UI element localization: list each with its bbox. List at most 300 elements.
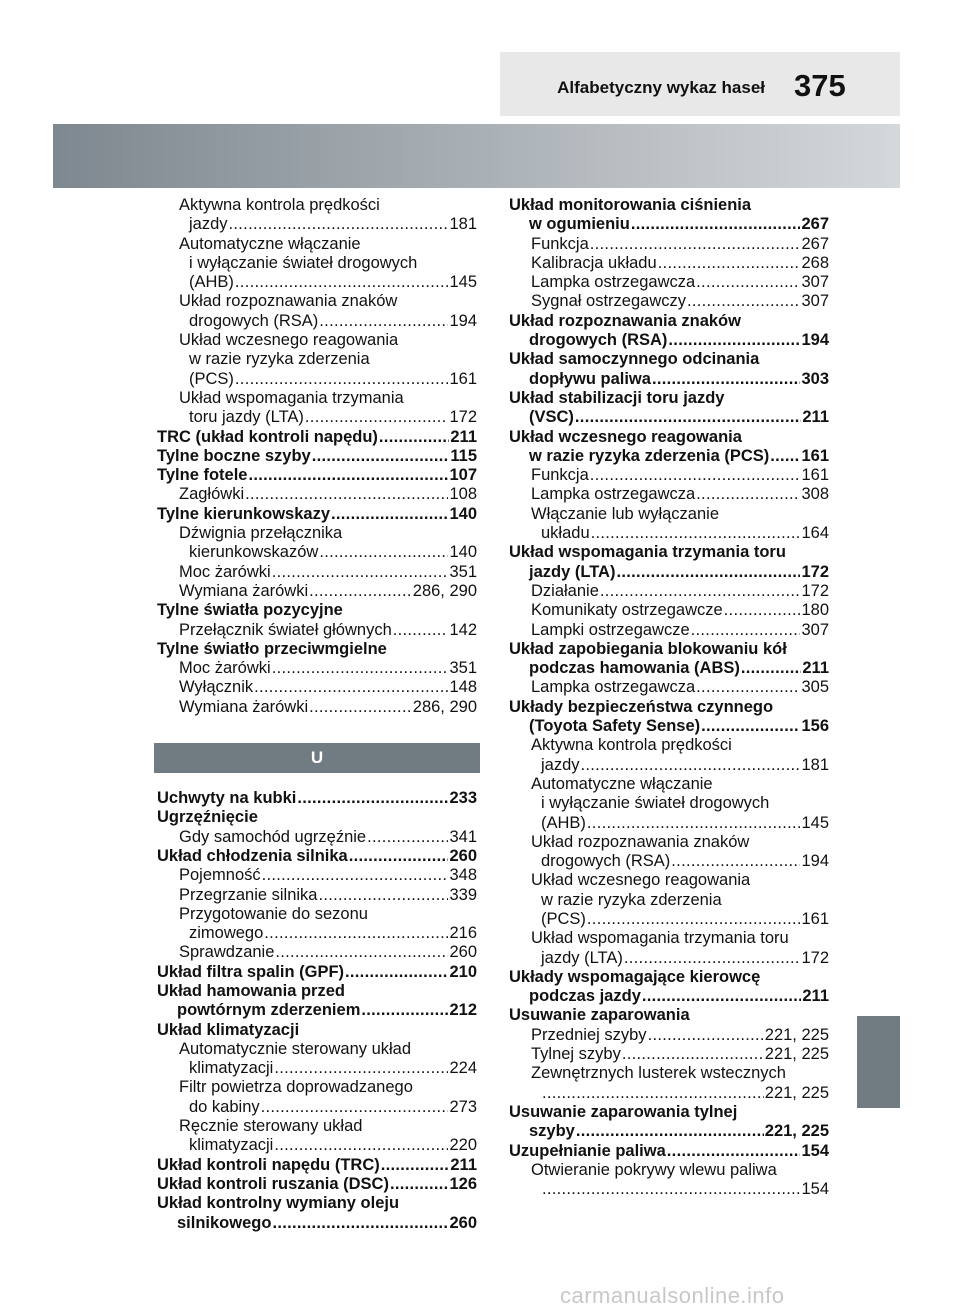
- index-subentry: [157, 370, 477, 389]
- entry-text: Gdy samochód ugrzęźnie: [179, 827, 367, 846]
- index-entry: [509, 1142, 829, 1161]
- index-subentry: Dźwignia przełącznika: [179, 524, 343, 543]
- page-reference: 351: [449, 562, 477, 581]
- page-reference: 172: [449, 408, 477, 427]
- index-subentry: [157, 678, 477, 697]
- index-entry: [157, 1214, 477, 1233]
- page-reference: 211: [802, 659, 829, 678]
- index-entry: Układ monitorowania ciśnienia: [509, 196, 752, 214]
- index-entry: [509, 331, 829, 350]
- dot-leader: [648, 1026, 764, 1045]
- index-column-right: [509, 196, 829, 1199]
- entry-text: Uchwyty na kubki: [157, 789, 297, 808]
- page-reference: 267: [801, 234, 829, 253]
- entry-text: Układ kontroli napędu (TRC): [157, 1155, 380, 1174]
- entry-text: Wymiana żarówki: [179, 697, 309, 716]
- page-reference: 273: [449, 1097, 477, 1116]
- entry-text: Przełącznik świateł głównych: [179, 620, 392, 639]
- entry-text: Tylne fotele: [157, 466, 248, 485]
- page-reference: 286, 290: [412, 581, 477, 600]
- index-entry: [509, 987, 829, 1006]
- index-entry: [157, 447, 477, 466]
- index-entry: Układ samoczynnego odcinania: [509, 350, 760, 369]
- dot-leader: [379, 428, 449, 447]
- index-list-u: [157, 789, 477, 1233]
- page-reference: 156: [801, 717, 829, 736]
- dot-leader: [248, 466, 448, 485]
- section-letter-bar: U: [154, 743, 480, 773]
- page-reference: 108: [449, 485, 477, 504]
- page-reference: 221, 225: [764, 1083, 829, 1102]
- entry-text: Przegrzanie silnika: [179, 885, 318, 904]
- index-entry: Tylne światła pozycyjne: [157, 601, 343, 620]
- entry-text: podczas hamowania (ABS): [529, 659, 740, 678]
- page-reference: 307: [801, 292, 829, 311]
- entry-text: Moc żarówki: [179, 659, 271, 678]
- index-entry: Układy bezpieczeństwa czynnego: [509, 697, 774, 716]
- dot-leader: [272, 563, 449, 582]
- dot-leader: [381, 1156, 450, 1175]
- index-subentry: Układ wczesnego reagowania: [179, 331, 399, 350]
- dot-leader: [331, 505, 448, 524]
- entry-text: powtórnym zderzeniem: [177, 1001, 361, 1020]
- page-reference: 140: [449, 504, 477, 523]
- index-subentry: Otwieranie pokrywy wlewu paliwa: [531, 1160, 777, 1179]
- page-reference: 180: [801, 601, 829, 620]
- index-entry: Układ zapobiegania blokowaniu kół: [509, 639, 787, 658]
- dot-leader: [696, 485, 800, 504]
- entry-text: Układ filtra spalin (GPF): [157, 962, 345, 981]
- dot-leader: [345, 963, 448, 982]
- dot-leader: [235, 370, 449, 389]
- entry-text: Komunikaty ostrzegawcze: [531, 601, 723, 620]
- index-subentry: [509, 485, 829, 504]
- index-subentry: [509, 910, 829, 929]
- index-subentry: Filtr powietrza doprowadzanego: [179, 1078, 413, 1097]
- index-subentry: Układ rozpoznawania znaków: [179, 292, 398, 311]
- entry-text: Sygnał ostrzegawczy: [531, 292, 686, 311]
- index-subentry: [157, 621, 477, 640]
- dot-leader: [624, 949, 801, 968]
- index-subentry: [509, 601, 829, 620]
- index-entry: Układ klimatyzacji: [157, 1020, 300, 1039]
- index-entry: [157, 1175, 477, 1194]
- index-subentry: Automatyczne włączanie: [179, 234, 361, 253]
- page-reference: 268: [801, 253, 829, 272]
- page-reference: 161: [801, 446, 829, 465]
- index-entry: Układy wspomagające kierowcę: [509, 967, 761, 986]
- page-reference: 194: [801, 331, 829, 350]
- dot-leader: [319, 543, 448, 562]
- entry-text: jazdy: [541, 755, 580, 774]
- page-reference: 216: [449, 924, 477, 943]
- page-reference: 221, 225: [764, 1045, 829, 1064]
- index-subentry: Układ rozpoznawania znaków: [531, 832, 750, 851]
- entry-text: jazdy (LTA): [541, 948, 623, 967]
- entry-text: (PCS): [541, 909, 586, 928]
- page-reference: 348: [449, 866, 477, 885]
- index-entry: [509, 717, 829, 736]
- index-subentry: [157, 312, 477, 331]
- page-reference: 210: [449, 962, 477, 981]
- entry-text: Wyłącznik: [179, 678, 254, 697]
- entry-text: Działanie: [531, 581, 599, 600]
- page-title: Alfabetyczny wykaz haseł: [557, 78, 765, 97]
- index-subentry: [157, 273, 477, 292]
- entry-text: Lampka ostrzegawcza: [531, 273, 696, 292]
- page-reference: 341: [449, 827, 477, 846]
- dot-leader: [652, 370, 801, 389]
- entry-text: Przedniej szyby: [531, 1025, 647, 1044]
- dot-leader: [724, 601, 801, 620]
- entry-text: dopływu paliwa: [529, 369, 651, 388]
- index-subentry: [509, 949, 829, 968]
- page-reference: 172: [801, 562, 829, 581]
- page-reference: 305: [801, 678, 829, 697]
- index-subentry: w razie ryzyka zderzenia: [189, 350, 370, 369]
- entry-text: klimatyzacji: [189, 1136, 274, 1155]
- dot-leader: [668, 331, 800, 350]
- index-subentry: [509, 621, 829, 640]
- dot-leader: [272, 659, 449, 678]
- entry-text: drogowych (RSA): [529, 331, 668, 350]
- index-subentry: [157, 886, 477, 905]
- index-subentry: [509, 814, 829, 833]
- page-reference: 267: [801, 215, 829, 234]
- index-subentry: [157, 485, 477, 504]
- entry-text: Funkcja: [531, 466, 589, 485]
- dot-leader: [264, 924, 448, 943]
- index-entry: [157, 466, 477, 485]
- index-subentry: [157, 563, 477, 582]
- dot-leader: [667, 1142, 801, 1161]
- entry-text: (AHB): [541, 813, 586, 832]
- index-subentry: [509, 524, 829, 543]
- index-entry: [509, 447, 829, 466]
- entry-text: TRC (układ kontroli napędu): [157, 427, 378, 446]
- index-entry: Usuwanie zaparowania tylnej: [509, 1102, 738, 1121]
- index-subentry: Aktywna kontrola prędkości: [179, 196, 380, 214]
- index-subentry: Automatycznie sterowany układ: [179, 1039, 412, 1058]
- index-entry: [157, 1001, 477, 1020]
- dot-leader: [658, 254, 801, 273]
- index-subentry: [157, 543, 477, 562]
- page-number: 375: [794, 68, 846, 103]
- entry-text: Tylne boczne szyby: [157, 446, 311, 465]
- entry-text: Kalibracja układu: [531, 253, 657, 272]
- dot-leader: [581, 756, 801, 775]
- index-subentry: Aktywna kontrola prędkości: [531, 736, 732, 755]
- index-subentry: Automatyczne włączanie: [531, 774, 713, 793]
- page-reference: 211: [450, 427, 477, 446]
- index-subentry: [509, 235, 829, 254]
- entry-text: do kabiny: [189, 1097, 260, 1116]
- index-subentry: [509, 1084, 829, 1103]
- index-entry: Układ kontrolny wymiany oleju: [157, 1194, 400, 1213]
- entry-text: w ogumieniu: [529, 215, 630, 234]
- page-reference: 161: [449, 369, 477, 388]
- index-column-left: [157, 196, 477, 1233]
- page-reference: 211: [802, 987, 829, 1006]
- index-subentry: [157, 828, 477, 847]
- dot-leader: [349, 847, 449, 866]
- page-reference: 351: [449, 659, 477, 678]
- dot-leader: [275, 943, 448, 962]
- page-reference: 161: [801, 466, 829, 485]
- index-subentry: [157, 943, 477, 962]
- page-reference: 181: [449, 215, 477, 234]
- index-subentry: [509, 254, 829, 273]
- dot-leader: [687, 292, 800, 311]
- index-subentry: Ręcznie sterowany układ: [179, 1117, 363, 1136]
- index-entry: Układ wczesnego reagowania: [509, 427, 742, 446]
- index-subentry: [157, 659, 477, 678]
- index-subentry: Włączanie lub wyłączanie: [531, 504, 720, 523]
- index-subentry: [509, 582, 829, 601]
- dot-leader: [587, 910, 801, 929]
- page-reference: 145: [449, 273, 477, 292]
- page-reference: 115: [450, 446, 477, 465]
- dot-leader: [229, 215, 449, 234]
- dot-leader: [575, 408, 801, 427]
- index-subentry: [509, 292, 829, 311]
- entry-text: toru jazdy (LTA): [189, 408, 304, 427]
- index-subentry: [509, 466, 829, 485]
- dot-leader: [305, 408, 449, 427]
- dot-leader: [235, 273, 449, 292]
- dot-leader: [591, 524, 801, 543]
- dot-leader: [254, 678, 448, 697]
- entry-text: w razie ryzyka zderzenia (PCS): [529, 446, 770, 465]
- entry-text: Układ chłodzenia silnika: [157, 846, 348, 865]
- decorative-band: [53, 124, 900, 188]
- entry-text: drogowych (RSA): [541, 852, 671, 871]
- index-entry: Układ hamowania przed: [157, 981, 345, 1000]
- page-reference: 107: [449, 466, 477, 485]
- page-reference: 307: [801, 620, 829, 639]
- page-reference: 260: [449, 1213, 477, 1232]
- index-entry: [157, 847, 477, 866]
- entry-text: silnikowego: [177, 1213, 272, 1232]
- entry-text: szyby: [529, 1122, 575, 1141]
- index-entry: Usuwanie zaparowania: [509, 1006, 690, 1025]
- page-reference: 154: [801, 1141, 829, 1160]
- index-entry: Układ stabilizacji toru jazdy: [509, 388, 725, 407]
- dot-leader: [272, 1214, 448, 1233]
- dot-leader: [542, 1084, 764, 1103]
- index-entry: Tylne światło przeciwmgielne: [157, 639, 387, 658]
- dot-leader: [671, 852, 800, 871]
- entry-text: Uzupełnianie paliwa: [509, 1141, 666, 1160]
- dot-leader: [274, 1059, 448, 1078]
- index-subentry: [509, 756, 829, 775]
- index-subentry: [157, 215, 477, 234]
- entry-text: (AHB): [189, 273, 234, 292]
- page-reference: 303: [801, 369, 829, 388]
- entry-text: Lampki ostrzegawcze: [531, 620, 690, 639]
- page-reference: 194: [449, 311, 477, 330]
- dot-leader: [696, 678, 800, 697]
- entry-text: Zagłówki: [179, 485, 245, 504]
- index-subentry: [157, 924, 477, 943]
- dot-leader: [616, 563, 800, 582]
- page-reference: 172: [801, 581, 829, 600]
- index-subentry: Układ wczesnego reagowania: [531, 871, 751, 890]
- page-reference: 233: [449, 789, 477, 808]
- page-reference: 339: [449, 885, 477, 904]
- page-reference: 260: [449, 943, 477, 962]
- index-entry: [509, 370, 829, 389]
- entry-text: Układ kontroli ruszania (DSC): [157, 1174, 389, 1193]
- index-subentry: Układ wspomagania trzymania toru: [531, 929, 789, 948]
- dot-leader: [309, 698, 412, 717]
- index-subentry: Układ wspomagania trzymania: [179, 388, 404, 407]
- index-subentry: [509, 1026, 829, 1045]
- dot-leader: [318, 886, 448, 905]
- entry-text: (PCS): [189, 369, 234, 388]
- index-subentry: [157, 408, 477, 427]
- dot-leader: [600, 582, 801, 601]
- index-subentry: [157, 582, 477, 601]
- dot-leader: [770, 447, 800, 466]
- page-reference: 211: [802, 408, 829, 427]
- index-subentry: i wyłączanie świateł drogowych: [541, 794, 770, 813]
- dot-leader: [696, 273, 800, 292]
- dot-leader: [319, 312, 448, 331]
- page-reference: 220: [449, 1136, 477, 1155]
- index-entry: [509, 408, 829, 427]
- dot-leader: [262, 866, 449, 885]
- index-subentry: [157, 1059, 477, 1078]
- dot-leader: [741, 659, 802, 678]
- dot-leader: [312, 447, 450, 466]
- page-reference: 161: [801, 909, 829, 928]
- page-reference: 145: [801, 813, 829, 832]
- page-reference: 142: [449, 620, 477, 639]
- index-subentry: [509, 678, 829, 697]
- entry-text: zimowego: [189, 924, 264, 943]
- dot-leader: [631, 215, 801, 234]
- entry-text: (Toyota Safety Sense): [529, 717, 701, 736]
- index-subentry: w razie ryzyka zderzenia: [541, 890, 722, 909]
- index-entry: Układ rozpoznawania znaków: [509, 311, 741, 330]
- entry-text: Moc żarówki: [179, 562, 271, 581]
- page-reference: 260: [449, 846, 477, 865]
- dot-leader: [590, 466, 801, 485]
- dot-leader: [297, 789, 448, 808]
- index-subentry: [157, 1136, 477, 1155]
- page-reference: 224: [449, 1059, 477, 1078]
- entry-text: Wymiana żarówki: [179, 581, 309, 600]
- index-list-u-continued: [509, 196, 829, 1199]
- dot-leader: [390, 1175, 449, 1194]
- index-subentry: [509, 852, 829, 871]
- dot-leader: [245, 485, 448, 504]
- dot-leader: [393, 621, 449, 640]
- index-entry: [157, 505, 477, 524]
- index-subentry: [157, 698, 477, 717]
- index-entry: [509, 215, 829, 234]
- entry-text: jazdy (LTA): [529, 562, 616, 581]
- thumb-index-tab: [857, 1016, 900, 1108]
- dot-leader: [261, 1098, 449, 1117]
- entry-text: podczas jazdy: [529, 987, 641, 1006]
- index-subentry: [157, 1098, 477, 1117]
- entry-text: układu: [541, 524, 590, 543]
- entry-text: Tylne kierunkowskazy: [157, 504, 331, 523]
- page-reference: 154: [801, 1180, 829, 1199]
- dot-leader: [309, 582, 412, 601]
- entry-text: Funkcja: [531, 234, 589, 253]
- page-reference: 221, 225: [764, 1025, 829, 1044]
- dot-leader: [576, 1122, 764, 1141]
- page-reference: 221, 225: [764, 1122, 829, 1141]
- index-subentry: [509, 1180, 829, 1199]
- index-subentry: Zewnętrznych lusterek wstecznych: [531, 1064, 786, 1083]
- index-subentry: [509, 273, 829, 292]
- page-reference: 126: [449, 1174, 477, 1193]
- page-reference: 212: [449, 1001, 477, 1020]
- index-entry: [157, 963, 477, 982]
- page-reference: 194: [801, 852, 829, 871]
- page-reference: 172: [801, 948, 829, 967]
- dot-leader: [642, 987, 802, 1006]
- index-entry: [509, 659, 829, 678]
- index-entry: [157, 428, 477, 447]
- page-reference: 211: [450, 1155, 477, 1174]
- index-subentry: [157, 866, 477, 885]
- index-subentry: [509, 1045, 829, 1064]
- entry-text: jazdy: [189, 215, 228, 234]
- dot-leader: [274, 1136, 448, 1155]
- index-entry: [509, 1122, 829, 1141]
- dot-leader: [691, 621, 801, 640]
- index-entry: Ugrzęźnięcie: [157, 808, 258, 827]
- entry-text: drogowych (RSA): [189, 311, 319, 330]
- page-reference: 307: [801, 273, 829, 292]
- index-entry: [157, 789, 477, 808]
- page-reference: 140: [449, 543, 477, 562]
- page-reference: 286, 290: [412, 697, 477, 716]
- entry-text: Sprawdzanie: [179, 943, 275, 962]
- dot-leader: [542, 1180, 800, 1199]
- entry-text: Lampka ostrzegawcza: [531, 485, 696, 504]
- page-reference: 181: [801, 755, 829, 774]
- entry-text: (VSC): [529, 408, 574, 427]
- dot-leader: [701, 717, 800, 736]
- index-entry: [509, 563, 829, 582]
- watermark: carmanualsonline.info: [560, 1283, 785, 1308]
- page-reference: 308: [801, 485, 829, 504]
- page-reference: 148: [449, 678, 477, 697]
- entry-text: Tylnej szyby: [531, 1045, 621, 1064]
- entry-text: klimatyzacji: [189, 1059, 274, 1078]
- index-list-t: [157, 196, 477, 717]
- dot-leader: [587, 814, 801, 833]
- dot-leader: [367, 828, 448, 847]
- dot-leader: [622, 1045, 764, 1064]
- entry-text: Pojemność: [179, 866, 261, 885]
- page-reference: 164: [801, 524, 829, 543]
- index-entry: [157, 1156, 477, 1175]
- index-subentry: Przygotowanie do sezonu: [179, 904, 368, 923]
- index-subentry: i wyłączanie świateł drogowych: [189, 253, 418, 272]
- entry-text: kierunkowskazów: [189, 543, 319, 562]
- dot-leader: [361, 1001, 448, 1020]
- index-entry: Układ wspomagania trzymania toru: [509, 543, 786, 562]
- dot-leader: [590, 235, 801, 254]
- entry-text: Lampka ostrzegawcza: [531, 678, 696, 697]
